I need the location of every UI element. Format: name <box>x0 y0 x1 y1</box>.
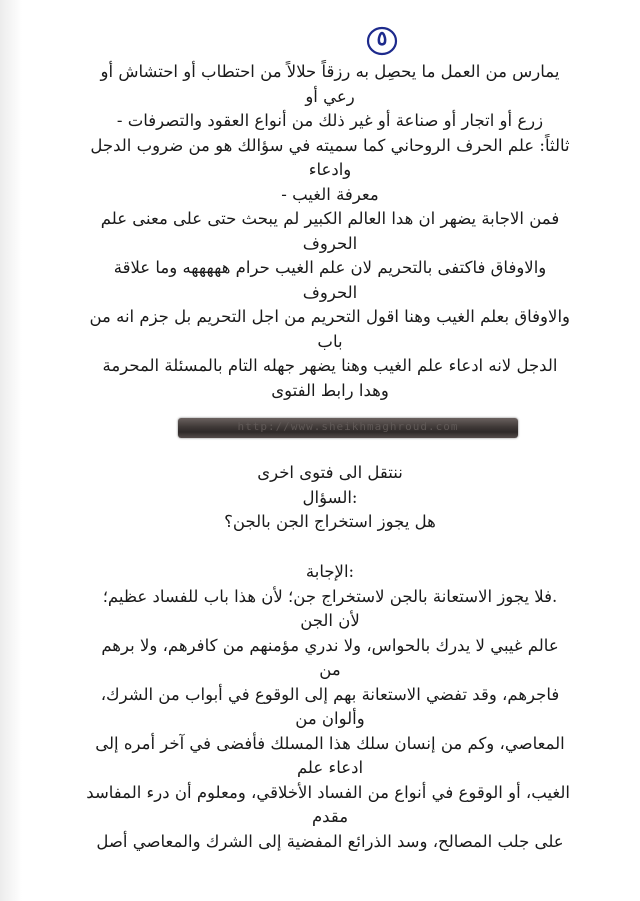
text-line: فاجرهم، وقد تفضي الاستعانة بهم إلى الوقوع في أبواب من الشرك، <box>100 684 560 704</box>
section-answer <box>86 560 570 854</box>
text-line: هل يجوز استخراج الجن بالجن؟ <box>224 512 436 531</box>
text-line: ثالثاً: علم الحرف الروحاني كما سميته في سؤالك هو من ضروب الدجل <box>90 135 570 155</box>
text-line: ننتقل الى فتوى اخرى <box>257 463 403 482</box>
section-new-question <box>90 461 570 535</box>
text-line: معرفة الغيب - <box>281 184 379 204</box>
text-line: المعاصي، وكم من إنسان سلك هذا المسلك فأفضى في آخر أمره إلى <box>95 733 565 753</box>
text-line: الحروف <box>302 233 358 253</box>
text-line: الدجل لانه ادعاء علم الغيب وهنا يضهر جهله التام بالمسئلة المحرمة <box>102 356 558 375</box>
text-line: على جلب المصالح، وسد الذرائع المفضية إلى الشرك والمعاصي أصل <box>96 831 564 851</box>
text-line: لأن الجن <box>300 611 360 630</box>
handwritten-page-number <box>364 24 400 58</box>
text-line: رعي أو <box>305 86 355 106</box>
text-line: :الإجابة <box>305 562 355 581</box>
text-line: عالم غيبي لا يدرك بالحواس، ولا ندري مؤمنهم من كافرهم، ولا برهم <box>101 635 559 655</box>
text-line: من <box>319 660 341 679</box>
divider-link-text: http://www.sheikhmaghroud.com <box>237 420 459 433</box>
text-line: زرع أو اتجار أو صناعة أو غير ذلك من أنواع العقود والتصرفات - <box>116 111 544 130</box>
text-line: وادعاء <box>308 160 352 179</box>
text-line: والاوفاق بعلم الغيب وهنا اقول التحريم من اجل التحريم بل جزم انه من <box>89 307 570 326</box>
section-previous-answer-commentary <box>90 60 570 403</box>
text-line: فمن الاجابة يضهر ان هدا العالم الكبير لم يبحث حتى على معنى علم <box>100 209 560 228</box>
text-line: باب <box>317 331 343 351</box>
divider-banner <box>178 418 518 438</box>
text-line: :السؤال <box>302 487 358 507</box>
text-line: مقدم <box>311 807 349 826</box>
text-line: ادعاء علم <box>296 758 364 777</box>
text-line: يمارس من العمل ما يحصِل به رزقاً حلالاً من احتطاب أو احتشاش أو <box>100 62 560 81</box>
text-line: وهدا رابط الفتوى <box>271 380 389 400</box>
text-line: الحروف <box>302 282 358 302</box>
text-line: والاوفاق فاكتفى بالتحريم لان علم الغيب حرام هههههه وما علاقة <box>113 258 547 277</box>
text-line: الغيب، أو الوقوع في أنواع من الفساد الأخلاقي، ومعلوم أن درء المفاسد <box>86 782 570 802</box>
text-line: .فلا يجوز الاستعانة بالجن لاستخراج جن؛ لأن هذا باب للفساد عظيم؛ <box>102 586 558 606</box>
text-line: وألوان من <box>295 709 365 728</box>
page-binding-edge <box>0 0 22 901</box>
page-number-digit: ٥ <box>376 26 388 50</box>
